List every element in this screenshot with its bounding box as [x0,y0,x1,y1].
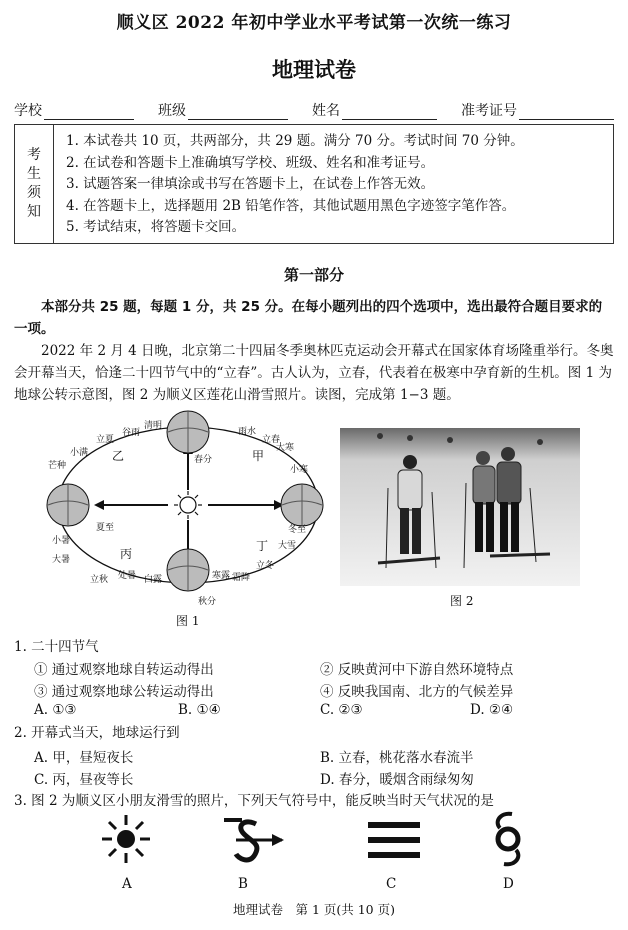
notice-item: 3. 试题答案一律填涂或书写在答题卡上，在试卷上作答无效。 [66,176,435,192]
term-label: 立冬 [256,561,275,571]
exam-title: 顺义区 2022 年初中学业水平考试第一次统一练习 [116,13,512,33]
notice-list [54,125,524,243]
term-label: 大寒 [276,443,295,453]
question-1-stem: 1. 二十四节气 [14,639,99,655]
statement: ① 通过观察地球自转运动得出 [34,662,214,678]
earth-icon [167,411,209,453]
wind-icon[interactable] [222,814,286,864]
term-label: 谷雨 [122,428,141,438]
term-label: 冬至 [288,525,307,535]
name-field[interactable]: 姓名 [312,100,437,120]
sun-icon [174,491,202,519]
exam-id-field[interactable]: 准考证号 [461,100,614,120]
term-label: 秋分 [198,597,217,607]
term-label: 小满 [70,448,89,458]
part1-intro: 本部分共 25 题，每题 1 分，共 25 分。在每小题列出的四个选项中，选出最符合题目要求的一项。 [14,299,603,337]
notice-item: 2. 在试卷和答题卡上准确填写学校、班级、姓名和准考证号。 [66,154,435,171]
term-label: 夏至 [96,523,115,533]
term-label: 小暑 [52,536,71,546]
term-label: 白露 [144,575,163,585]
notice-item: 1. 本试卷共 10 页，共两部分，共 29 题。满分 70 分。考试时间 70 分钟。 [66,133,524,149]
term-label: 芒种 [48,461,67,471]
term-label: 立夏 [96,435,115,445]
figure1-caption: 图 1 [176,614,200,628]
school-field[interactable]: 学校 [14,100,134,120]
class-field[interactable]: 班级 [158,100,288,120]
sun-icon[interactable] [96,812,156,866]
student-info-fields [14,100,614,120]
figure1-orbit-diagram [40,410,340,640]
option-a[interactable]: A. 甲，昼短夜长 [34,750,134,766]
statement: ② 反映黄河中下游自然环境特点 [320,662,514,678]
notice-item: 5. 考试结束，将答题卡交回。 [66,219,246,235]
option-b[interactable]: B. ①④ [178,702,221,718]
figure2-caption: 图 2 [450,594,474,608]
notice-item: 4. 在答题卡上，选择题用 2B 铅笔作答，其他试题用黑色字迹签字笔作答。 [66,197,516,214]
notice-label: 考 生 须 知 [15,125,54,243]
marker-label: 丙 [120,547,133,561]
earth-icon [47,484,89,526]
option-b[interactable]: B. 立春，桃花落水春流半 [320,750,474,766]
exam-subtitle: 地理试卷 [272,58,356,82]
marker-label: 丁 [256,539,269,553]
question-2-stem: 2. 开幕式当天，地球运行到 [14,725,180,741]
question-3-stem: 3. 图 2 为顺义区小朋友滑雪的照片，下列天气符号中，能反映当时天气状况的是 [14,793,494,809]
symbol-label-c[interactable]: C [386,876,397,892]
term-label: 小寒 [290,465,309,475]
option-a[interactable]: A. ①③ [34,702,77,718]
symbol-label-d[interactable]: D [503,876,514,892]
term-label: 霜降 [232,573,251,583]
earth-icon [281,484,323,526]
term-label: 寒露 [212,571,231,581]
term-label: 雨水 [238,427,257,437]
term-label: 清明 [144,421,163,431]
option-c[interactable]: C. 丙，昼夜等长 [34,772,134,788]
figure2-ski-photo [340,428,580,586]
option-c[interactable]: C. ②③ [320,702,363,718]
symbol-label-b[interactable]: B [238,876,248,892]
marker-label: 乙 [112,449,125,463]
statement: ④ 反映我国南、北方的气候差异 [320,684,514,700]
earth-icon [167,549,209,591]
option-d[interactable]: D. ②④ [470,702,514,718]
term-label: 大雪 [278,541,297,551]
term-label: 春分 [194,455,213,465]
typhoon-icon[interactable] [486,810,530,868]
option-d[interactable]: D. 春分，暖烟含雨绿匆匆 [320,772,474,788]
term-label: 大暑 [52,555,71,565]
part1-passage: 2022 年 2 月 4 日晚，北京第二十四届冬季奥林匹克运动会开幕式在国家体育场隆重举行。冬奥会开幕当天，恰逢二十四节气中的“立春”。古人认为，立春，代表着在极寒中孕育新的生机。图 1 为地球公转示意图，图 2 为顺义区莲花山滑雪照片。读图，完成第 1−3 题。 [14,343,614,403]
page-footer: 地理试卷 第 1 页(共 10 页) [232,902,395,917]
part1-heading: 第一部分 [283,266,344,284]
fog-icon[interactable] [366,818,422,862]
statement: ③ 通过观察地球公转运动得出 [34,684,214,700]
term-label: 处暑 [118,571,137,581]
exam-notice-box [14,124,614,244]
marker-label: 甲 [252,449,265,463]
term-label: 立春 [262,435,281,445]
symbol-label-a[interactable]: A [122,876,132,892]
term-label: 立秋 [90,575,109,585]
